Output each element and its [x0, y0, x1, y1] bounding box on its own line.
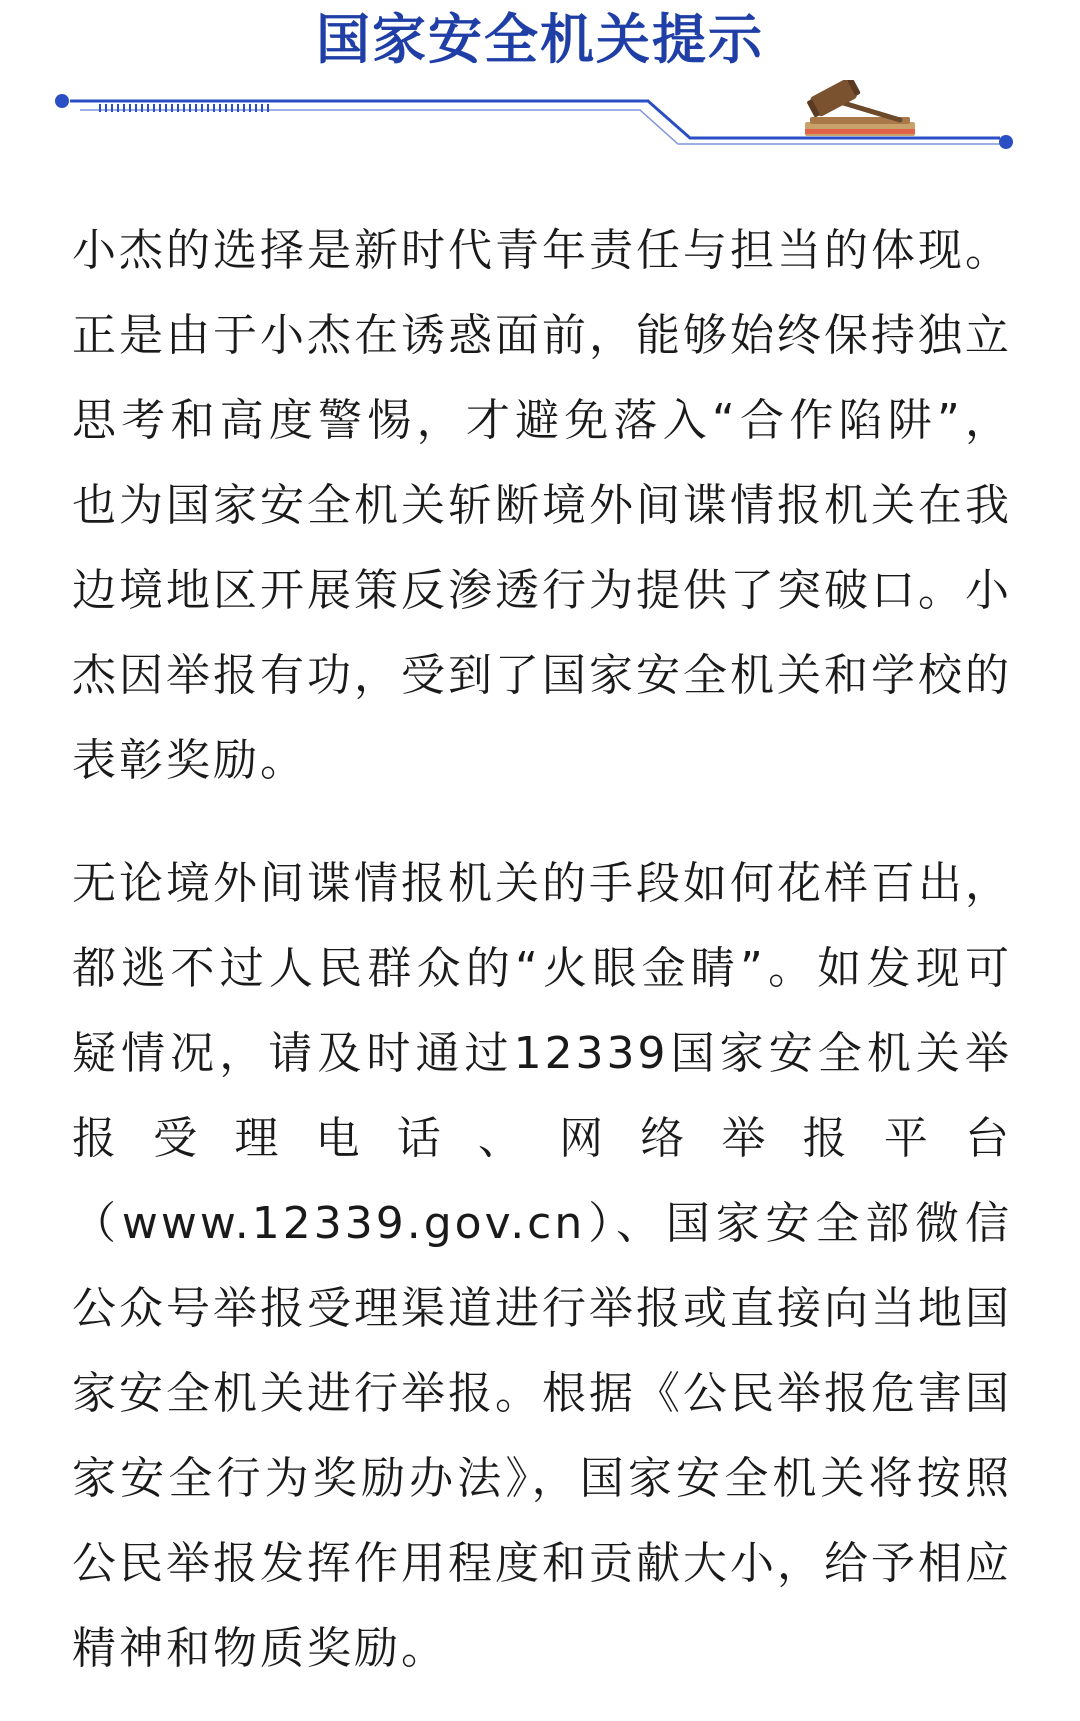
title-divider: [0, 80, 1080, 170]
paragraph: 小杰的选择是新时代青年责任与担当的体现。正是由于小杰在诱惑面前，能够始终保持独立思考和高度警惕，才避免落入“合作陷阱”，也为国家安全机关斩断境外间谍情报机关在我边境地区开展策反渗透行为提供了突破口。小杰因举报有功，受到了国家安全机关和学校的表彰奖励。: [72, 225, 1012, 786]
divider-left-dot: [55, 94, 69, 108]
paragraph: 无论境外间谍情报机关的手段如何花样百出，都逃不过人民群众的“火眼金睛”。如发现可疑情况，请及时通过12339国家安全机关举报受理电话、网络举报平台（www.12339.gov.cn）、国家安全部微信公众号举报受理渠道进行举报或直接向当地国家安全机关进行举报。根据《公民举报危害国家安全行为奖励办法》，国家安全机关将按照公民举报发挥作用程度和贡献大小，给予相应精神和物质奖励。: [72, 858, 1012, 1674]
divider-right-dot: [999, 135, 1013, 149]
divider-hatch: [100, 104, 268, 112]
gavel-icon: [805, 80, 915, 136]
page-title: 国家安全机关提示: [316, 8, 764, 71]
article-body: [72, 208, 1012, 1691]
